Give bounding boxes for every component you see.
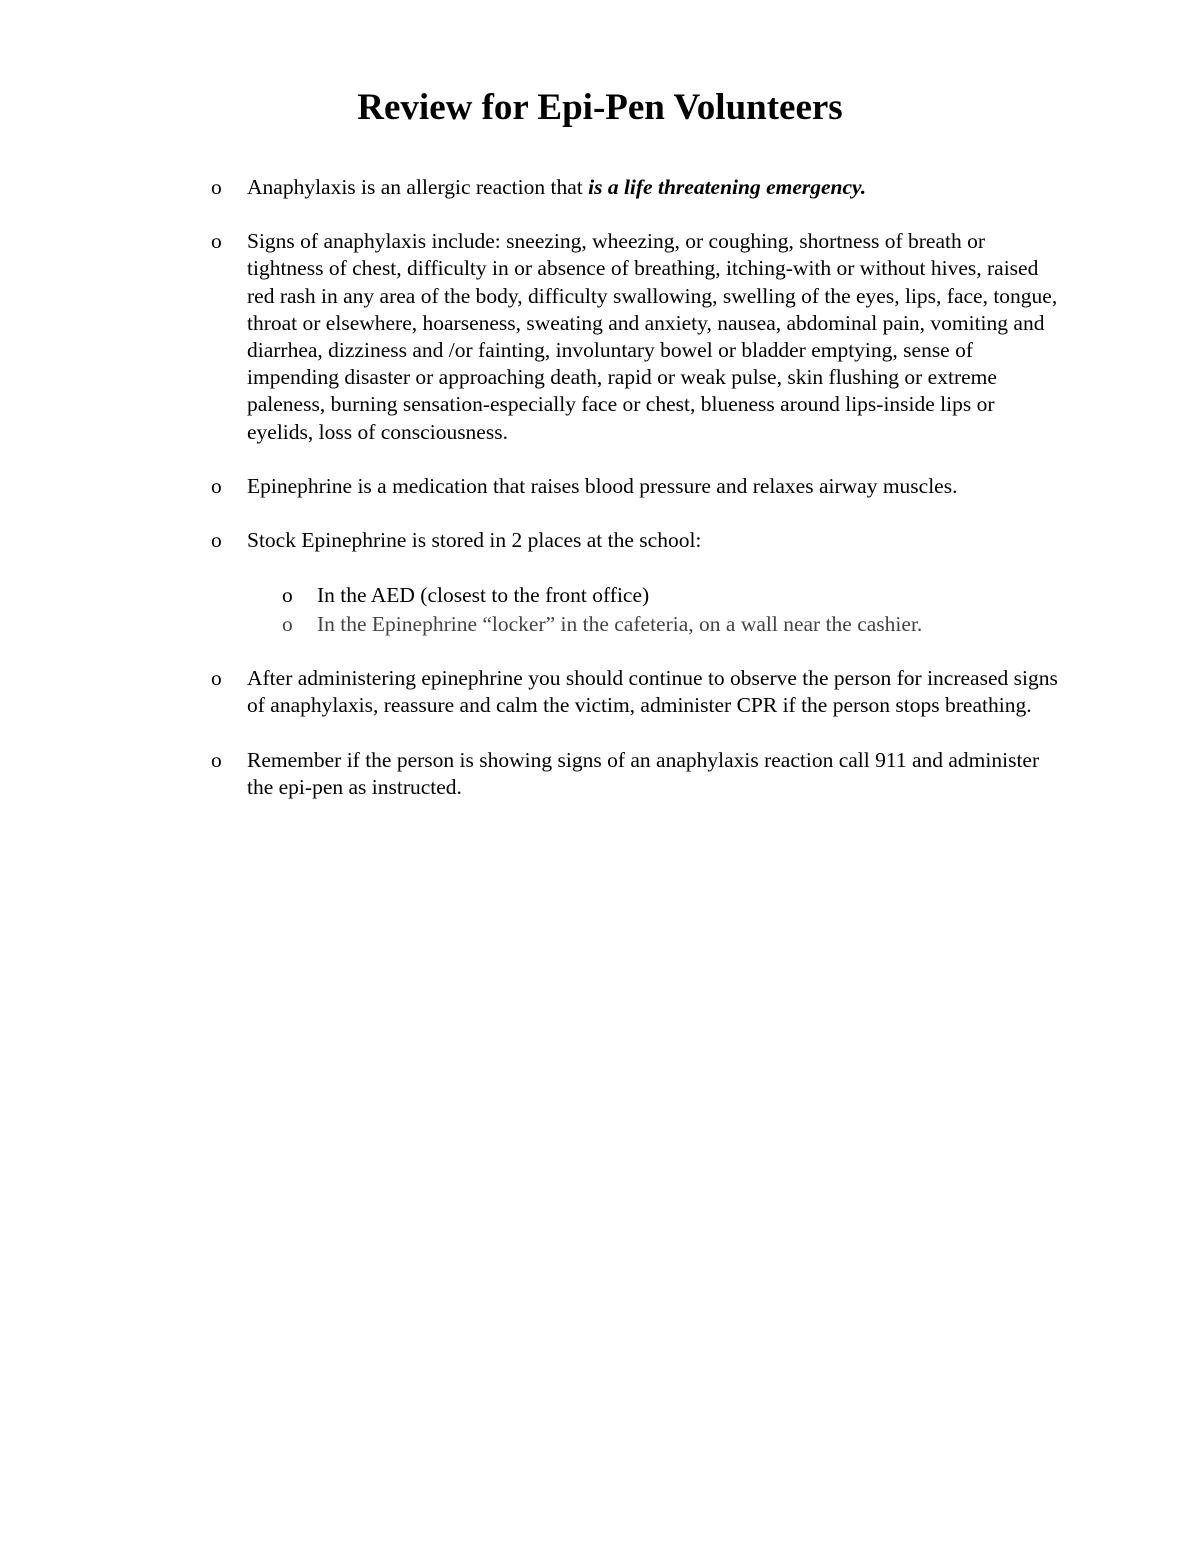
bullet-list <box>0 174 1200 828</box>
sub-item-cafeteria-locker <box>0 610 1117 639</box>
sub-item-text: In the AED (closest to the front office) <box>317 583 650 608</box>
list-item-after-administering <box>0 665 1065 719</box>
sub-bullet-marker: o <box>282 611 293 636</box>
item-text: Stock Epinephrine is stored in 2 places at the school: <box>247 528 702 553</box>
sub-list <box>247 581 1065 638</box>
item-emphasis: is a life threatening emergency. <box>588 175 867 199</box>
sub-item-text: In the Epinephrine “locker” in the cafeteria, on a wall near the cashier. <box>317 611 923 636</box>
list-item-storage-locations <box>0 527 1065 638</box>
list-item-anaphylaxis-definition <box>0 174 1065 201</box>
bullet-marker: o <box>211 747 222 772</box>
item-text: Remember if the person is showing signs of an anaphylaxis reaction call 911 and administer the epi-pen as instructed. <box>247 747 1040 799</box>
bullet-marker: o <box>211 229 222 254</box>
sub-bullet-marker: o <box>282 583 293 608</box>
bullet-marker: o <box>211 473 222 498</box>
sub-item-aed <box>0 581 1117 610</box>
list-item-remember <box>0 747 1065 801</box>
item-text: Signs of anaphylaxis include: sneezing, wheezing, or coughing, shortness of breath or tightness of chest, difficulty in or absence of breathing, itching-with or without hives, raised red rash in any area of the body, difficulty swallowing, swelling of the eyes, lips, face, tongue, throat or elsewhere, hoarseness, sweating and anxiety, nausea, abdominal pain, vomiting and diarrhea, dizziness and /or fainting, involuntary bowel or bladder emptying, sense of impending disaster or approaching death, rapid or weak pulse, skin flushing or extreme paleness, burning sensation-especially face or chest, blueness around lips-inside lips or eyelids, loss of consciousness. <box>247 229 1058 444</box>
bullet-marker: o <box>211 666 222 691</box>
document-title: Review for Epi-Pen Volunteers <box>357 87 843 128</box>
item-text: Anaphylaxis is an allergic reaction that <box>247 175 589 199</box>
item-text: Epinephrine is a medication that raises blood pressure and relaxes airway muscles. <box>247 473 958 498</box>
list-item-signs-of-anaphylaxis <box>0 228 1065 446</box>
item-text: After administering epinephrine you should continue to observe the person for increased signs of anaphylaxis, reassure and calm the victim, administer CPR if the person stops breathing. <box>247 666 1058 718</box>
bullet-marker: o <box>211 528 222 553</box>
bullet-marker: o <box>211 175 222 199</box>
list-item-epinephrine-definition <box>0 473 1065 500</box>
